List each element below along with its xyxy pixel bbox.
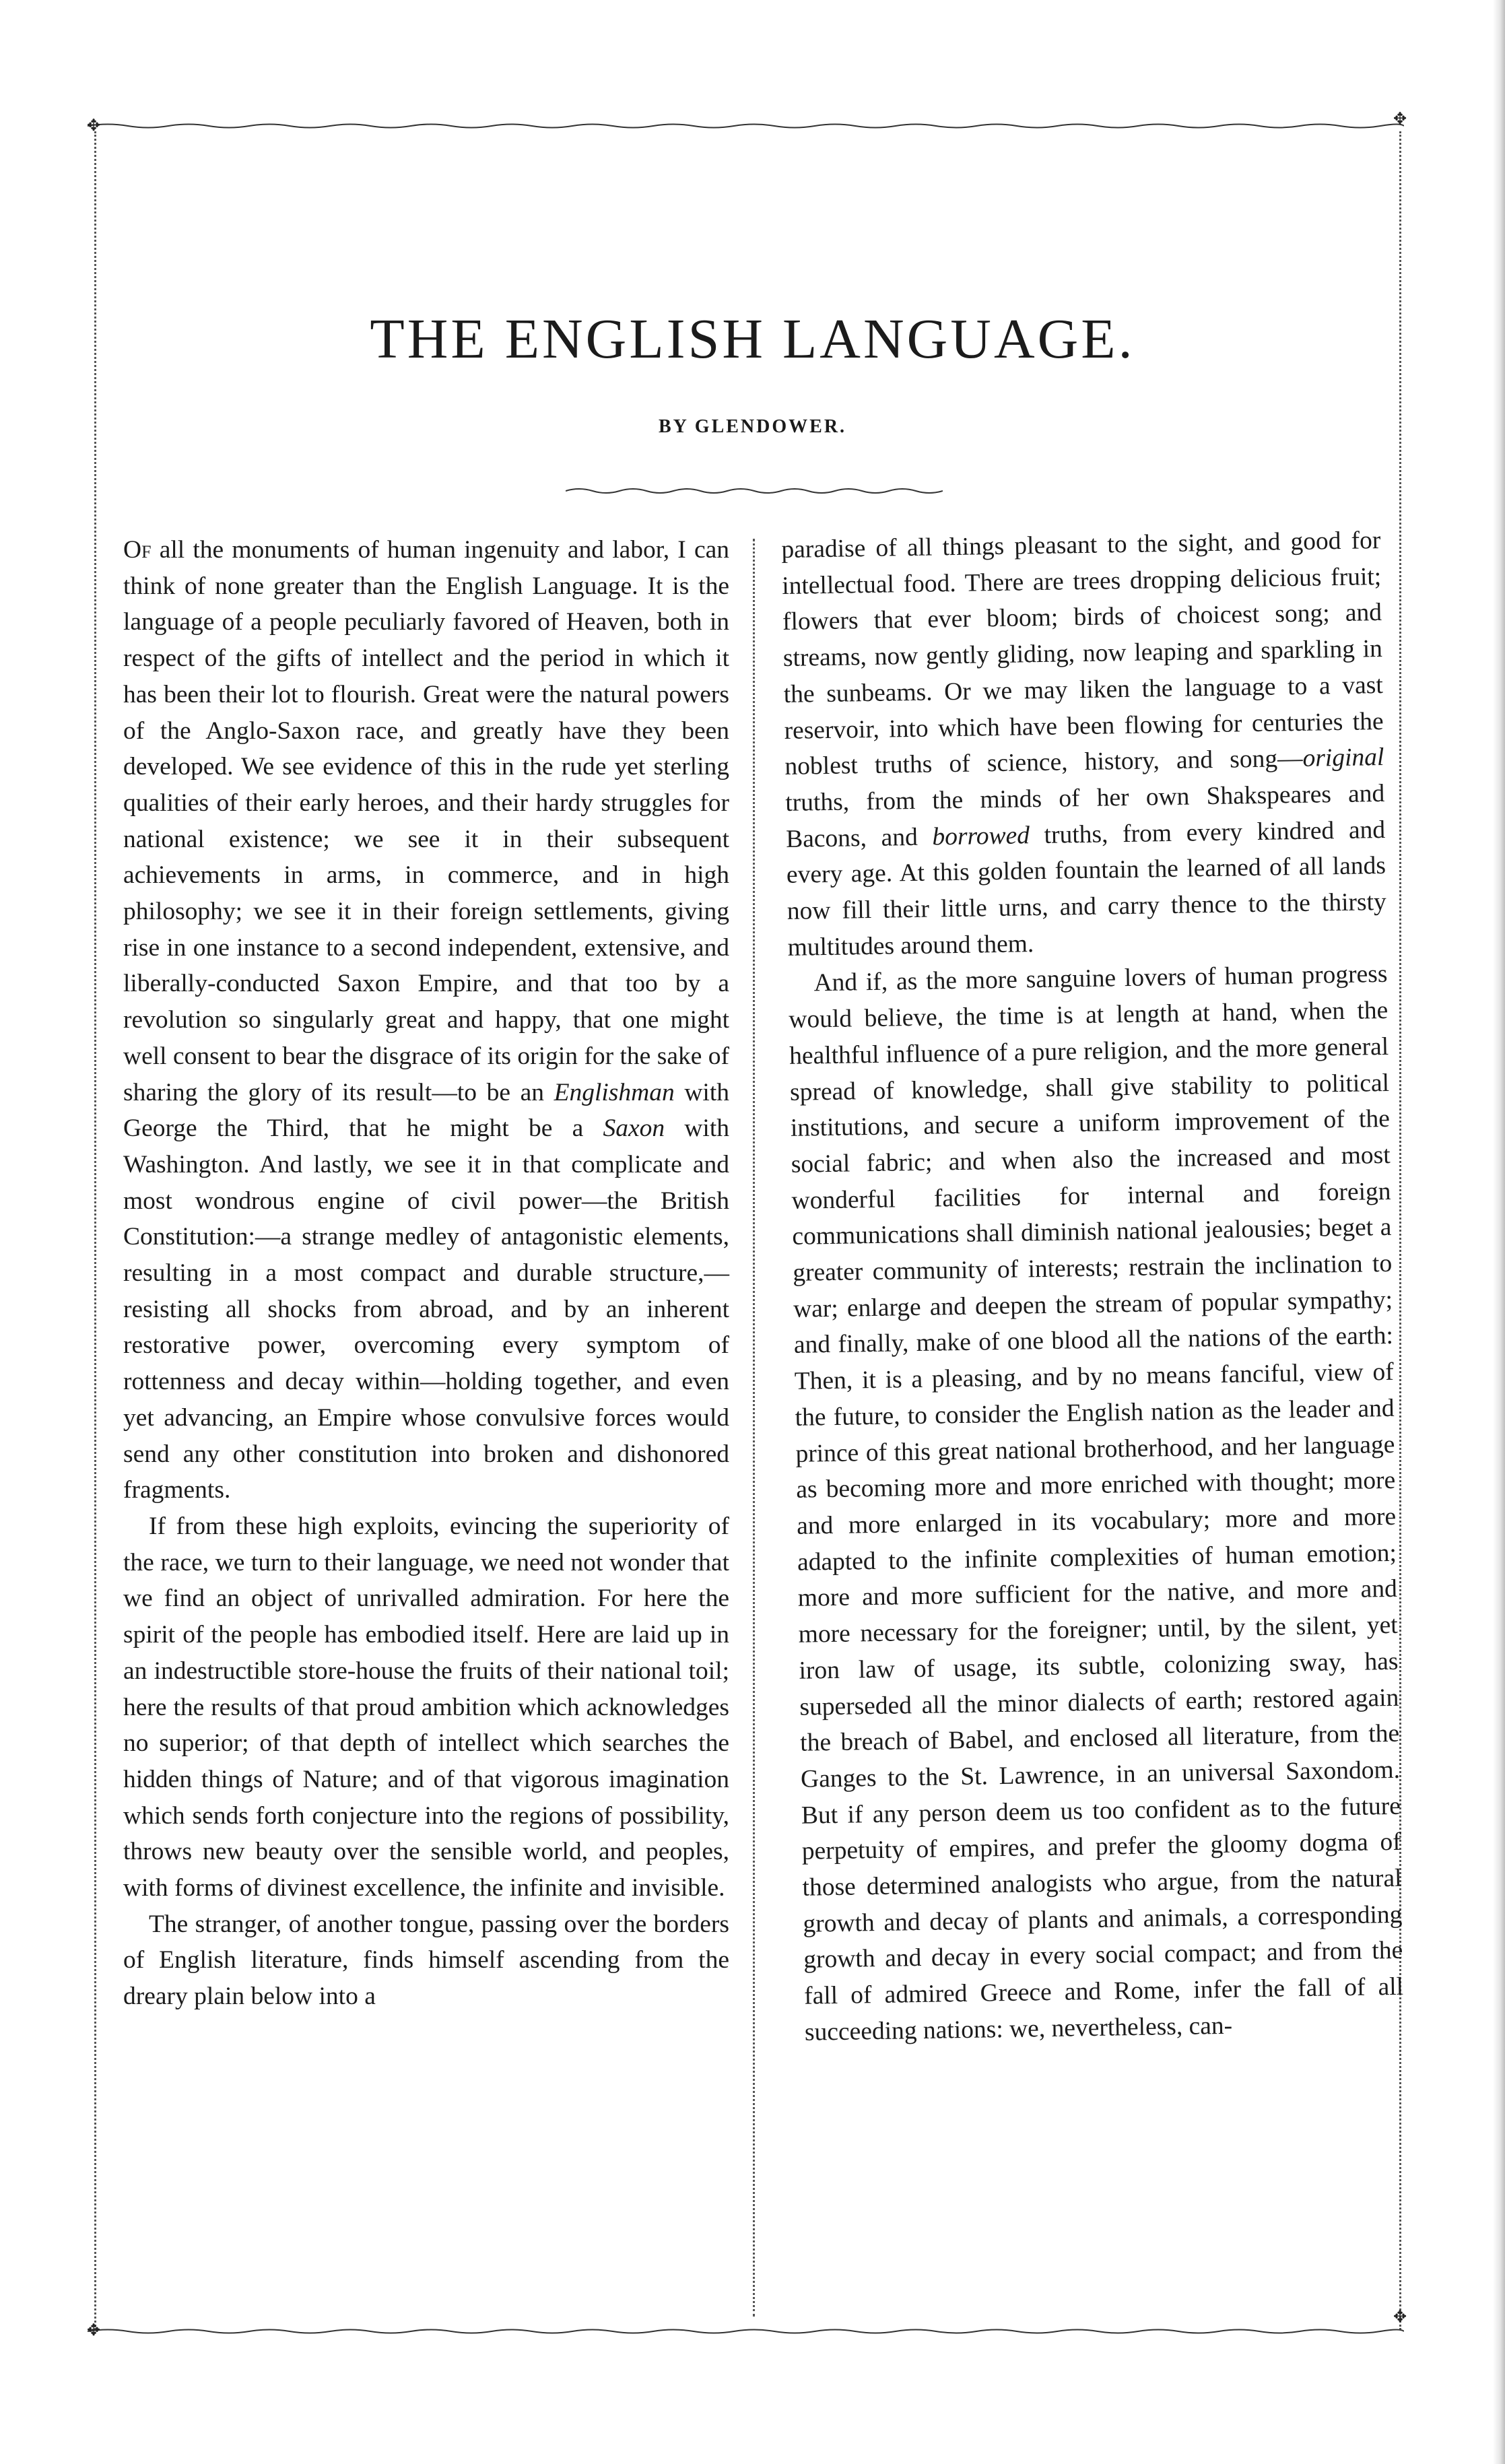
paragraph-text: with George the Third, that he might be a [123,1078,729,1143]
top-ornamental-rule [86,117,1404,135]
paragraph-text: truths, from the minds of her own Shakspeares and Bacons, and [784,779,1385,853]
emphasis-englishman: Englishman [554,1078,675,1106]
corner-ornament-top-left: ✥ [86,117,101,135]
emphasis-original: original [1302,743,1384,773]
emphasis-borrowed: borrowed [932,821,1030,851]
corner-ornament-bottom-right: ✥ [1393,2308,1407,2326]
paragraph-4: And if, as the more sanguine lovers of human progress would believe, the time is at length at hand, when the healthful influence of a pure religion, and the more general spread of knowledge, shall give stability to political institutions, and secure a uniform improvement of the social fabric; and when also the increased and most wonderful facilities for internal and foreign communications shall diminish national jealousies; beget a greater community of interests; restrain the inclination to war; enlarge and deepen the stream of popular sympathy; and finally, make of one blood all the nations of the earth: Then, it is a pleasing, and by no means fanciful, view of the future, to consider the English nation as the leader and prince of this great national brotherhood, and her language as becoming more and more enriched with thought; more and more enlarged in its vocabulary; more and more adapted to the infinite complexities of human emotion; more and more sufficient for the native, and more and more necessary for the foreigner; until, by the silent, yet iron law of usage, its subtle, colonizing sway, has superseded all the minor dialects of earth; restored again the breach of Babel, and enclosed all literature, from the Ganges to the St. Lawrence, in an universal Saxondom. But if any person deem us too confident as to the future perpetuity of empires, and prefer the gloomy dogma of those determined analogists who argue, from the natural growth and decay of plants and animals, a corresponding growth and decay in every social compact; and from the fall of admired Greece and Rome, infer the fall of all succeeding nations: we, nevertheless, can- [789,960,1404,2046]
right-column [781,523,1404,2051]
article-title: THE ENGLISH LANGUAGE. [370,308,1135,370]
paragraph-3: The stranger, of another tongue, passing over the borders of English literature, finds himself ascending from the dreary plain below into a [123,1910,729,2011]
paragraph-text: paradise of all things pleasant to the sight, and good for intellectual food. There are trees dropping delicious fruit; flowers that ever bloom; birds of choicest song; and streams, now gently gliding, now leaping and sparkling in the sunbeams. Or we may liken the language to a vast reservoir, into which have been flowing for centuries the noblest truths of science, history, and song— [781,527,1384,781]
paragraph-text: truths, from every kindred and every age. At this golden fountain the learned of all lands now fill their little urns, and carry thence to the thirsty multitudes around them. [786,815,1387,962]
corner-ornament-bottom-left: ✥ [86,2322,101,2339]
paragraph-text: all the monuments of human ingenuity and labor, I can think of none greater than the English Language. It is the language of a people peculiarly favored of Heaven, both in respect of the gifts of intellect and the period in which it has been their lot to flourish. Great were the natural powers of the Anglo-Saxon race, and greatly have they been developed. We see evidence of this in the rude yet sterling qualities of their early heroes, and their hardy struggles for national existence; we see it in their subsequent achievements in arms, in commerce, and in high philosophy; we see it in their foreign settlements, giving rise in one instance to a second independent, extensive, and liberally-conducted Saxon Empire, and that too by a revolution so singularly great and happy, that one might well consent to bear the disgrace of its origin for the sake of sharing the glory of its result—to be an [123,536,729,1106]
column-divider [753,539,755,2317]
left-column [123,532,729,2015]
paragraph-text: with Washington. And lastly, we see it in that complicate and most wondrous engine of civil power—the British Constitution:—a strange medley of antagonistic elements, resulting in a most compact and durable structure,—resisting all shocks from abroad, and by an inherent restorative power, overcoming every symptom of rottenness and decay within—holding together, and even yet advancing, an Empire whose convulsive forces would send any other constitution into broken and dishonored fragments. [123,1114,729,1504]
article-byline: BY GLENDOWER. [658,416,847,437]
opening-word: Of [123,536,152,564]
corner-ornament-top-right: ✥ [1393,110,1407,128]
paragraph-2: If from these high exploits, evincing the superiority of the race, we turn to their language, we need not wonder that we find an object of unrivalled admiration. For here the spirit of the people has embodied itself. Here are laid up in an indestructible store-house the fruits of their national toil; here the results of that proud ambition which acknowledges no superior; of that depth of intellect which searches the hidden things of Nature; and of that vigorous imagination which sends forth conjecture into the regions of possibility, throws new beauty over the sensible world, and peoples, with forms of divinest excellence, the infinite and invisible. [123,1512,729,1902]
title-divider-rule [566,485,943,497]
bottom-ornamental-rule [88,2327,1404,2336]
emphasis-saxon: Saxon [603,1114,665,1143]
paragraph-1 [123,532,729,1508]
paragraph-continued [781,523,1387,966]
